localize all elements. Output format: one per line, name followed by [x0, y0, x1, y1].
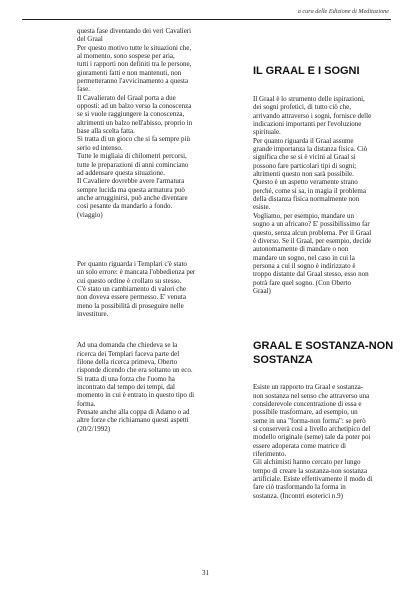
text-line: del Graal: [77, 35, 103, 44]
text-line: cui questo ordine è crollato su stesso.: [77, 276, 182, 285]
text-line: anche arrugginirsi, può anche diventare: [77, 193, 188, 202]
text-line: potrà fare quel sogno. (Con Oberto: [253, 278, 351, 287]
text-line: fase.: [77, 85, 91, 94]
text-line: momento in cui è entrato in questo tipo di: [77, 391, 195, 400]
text-line: filone della ricerca primeva, Oberto: [77, 358, 178, 366]
text-line: Tutte le migliaia di chilometri percorsi,: [77, 152, 187, 161]
text-line: (20/2/1992): [77, 424, 111, 433]
text-line: (viaggio): [77, 210, 103, 219]
text-line: tutti i rapporti non definiti tra le persone,: [77, 60, 192, 69]
text-line: indicazioni importanti per l'evoluzione: [253, 120, 362, 129]
text-line: altrimenti un balzo nell'abisso, proprio in: [77, 118, 193, 127]
text-line: ricerca dei Templari faceva parte del: [77, 349, 180, 358]
text-line: così pesante da mandarlo a fondo.: [77, 202, 173, 211]
text-line: ad addensare questa situazione.: [77, 168, 165, 177]
text-line: investiture.: [77, 309, 109, 318]
running-header: a cura delle Edizione di Meditazione: [297, 8, 389, 15]
text-line: al momento, sono sospese per aria,: [77, 52, 175, 61]
text-line: Questo è un aspetto veramente strano: [253, 178, 358, 187]
text-line: persona a cui il sogno è indirizzato è: [253, 261, 356, 270]
section-heading-graal-sogni: [253, 64, 388, 78]
text-line: Esiste un rapporto tra Graal e sostanza-: [253, 383, 364, 392]
text-line: si conserverà così a livello archetipico del: [253, 424, 371, 433]
text-line: possono fare particolari tipi di sogni;: [253, 161, 357, 170]
text-line: tutte le preparazioni di anni cominciano: [77, 160, 189, 169]
text-line: Il Cavaliere dovrebbe avere l'armatura: [77, 177, 185, 186]
text-line: autonomamente di mandare o non: [253, 245, 349, 254]
text-line: spirituale.: [253, 128, 281, 137]
left-column: [77, 27, 223, 433]
text-line: riferimento.: [253, 450, 287, 458]
text-line: questo, senza alcun problema. Per il Graal: [253, 228, 372, 237]
text-line: sempre lucida ma questa armatura può: [77, 185, 185, 194]
text-line: Il Graal è lo strumento delle ispirazioni,: [253, 95, 365, 103]
text-line: giuramenti fatti e non mantenuti, non: [77, 68, 182, 77]
left-paragraph-1: [77, 27, 223, 219]
text-line: Pensate anche alla coppa di Adamo o ad: [77, 408, 190, 417]
text-line: incontrato dal tempo dei tempi, dal: [77, 383, 175, 392]
text-line: meno la possibilità di proseguire nelle: [77, 301, 184, 310]
text-line: arrivando attraverso i sogni, fornisce delle: [253, 111, 372, 120]
text-line: Graal): [253, 286, 271, 295]
text-line: un solo errore: è mancata l'obbedienza per: [77, 268, 196, 277]
text-line: Il Cavalierato del Graal porta a due: [77, 93, 176, 102]
text-line: Si tratta di una forza che l'uomo ha: [77, 374, 175, 383]
text-line: artificiale. Esiste effettivamente il modo di: [253, 475, 373, 484]
text-line: C'è stato un cambiamento di valori che: [77, 284, 186, 293]
text-line: GRAAL E SOSTANZA-NON: [253, 340, 394, 353]
right-paragraph-1: [253, 95, 388, 295]
text-line: base alla scelta fatta.: [77, 127, 135, 136]
text-line: significa che se si è vicini al Graal si: [253, 153, 356, 162]
text-line: risponde dicendo che era soltanto un eco.: [77, 366, 193, 375]
text-line: essere adoperata come matrice di: [253, 441, 346, 450]
text-line: serio ed intenso.: [77, 143, 123, 152]
header-rule: [22, 19, 391, 20]
text-line: non doveva essere permesso. E' venuta: [77, 293, 186, 302]
text-line: permetteranno l'avvicinamento a questa: [77, 77, 189, 86]
text-line: Vogliamo, per esempio, mandare un: [253, 211, 354, 220]
text-line: mandare un sogno, nel caso in cui la: [253, 253, 355, 262]
text-line: Per quanto riguarda i Templari c'è stato: [77, 259, 187, 268]
text-line: IL GRAAL E I SOGNI: [253, 65, 360, 77]
text-line: Gli alchimisti hanno cercato per lungo: [253, 458, 361, 467]
text-line: non sostanza nel senso che attraverso una: [253, 391, 370, 400]
text-line: Si tratta di un gioco che si fa sempre più: [77, 135, 190, 144]
text-line: SOSTANZA: [253, 354, 313, 367]
left-paragraph-2: [77, 260, 223, 318]
text-line: Per quanto riguarda il Graal assume: [253, 136, 354, 145]
text-line: questa fase diventando dei veri Cavalieri: [77, 27, 192, 35]
right-column: [253, 64, 394, 500]
text-line: tempo di creare la sostanza-non sostanza: [253, 466, 368, 475]
text-line: esiste.: [253, 203, 271, 212]
text-line: opposti: ad un balzo verso la conoscenza: [77, 102, 192, 111]
text-line: perché, come si sa, in magia il problema: [253, 186, 366, 195]
left-paragraph-3: [77, 341, 223, 433]
section-heading-graal-sostanza: [253, 339, 394, 367]
text-line: modello originale (seme) tale da poter poi: [253, 433, 371, 442]
text-line: sogno a un africano? E' possibilissimo far: [253, 220, 370, 229]
text-line: della distanza fisica normalmente non: [253, 195, 360, 204]
text-line: Per questo motivo tutte le situazioni che,: [77, 43, 192, 52]
right-paragraph-2: [253, 383, 388, 500]
text-line: altre forze che richiamano questi aspetti: [77, 416, 189, 425]
page-number: 31: [202, 569, 209, 577]
text-line: seme in una "forma-non forma": se però: [253, 416, 366, 425]
text-line: grande importanza la distanza fisica. Ciò: [253, 145, 368, 154]
text-line: considerevole concentrazione di essa e: [253, 399, 362, 408]
text-line: troppo distante dal Graal stesso, esso non: [253, 270, 369, 279]
text-line: sostanza. (Incontri esoterici n.9): [253, 491, 343, 500]
text-line: dei sogni profetici, di tutto ciò che,: [253, 103, 351, 112]
text-line: se si vuole raggiungere la conoscenza,: [77, 110, 185, 119]
text-line: è diverso. Se il Graal, per esempio, decide: [253, 236, 372, 245]
text-line: fare ciò trasformando la forma in: [253, 483, 346, 492]
text-line: forma.: [77, 399, 96, 408]
text-line: Ad una domanda che chiedeva se la: [77, 341, 178, 350]
text-line: possibile trasformare, ad esempio, un: [253, 408, 358, 417]
text-line: altrimenti questo non sarà possibile.: [253, 170, 354, 179]
